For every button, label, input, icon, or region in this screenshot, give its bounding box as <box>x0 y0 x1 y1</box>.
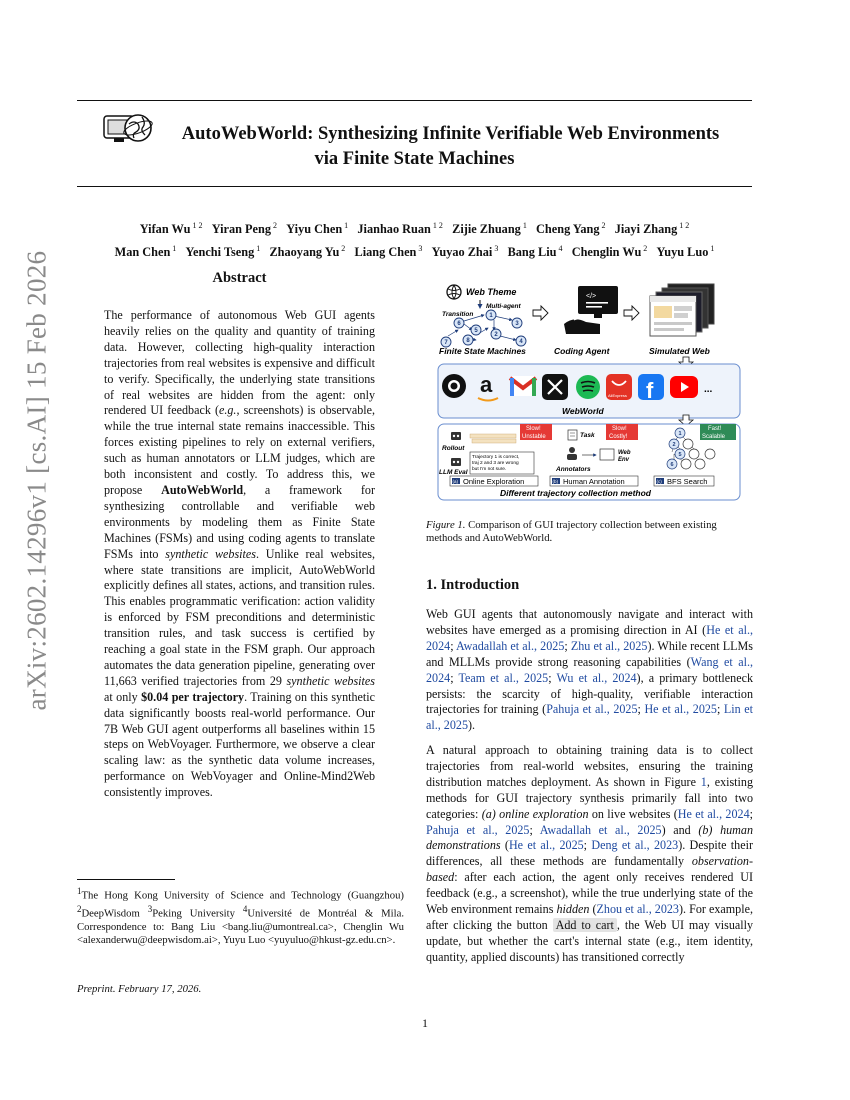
author-affiliation: 1 <box>520 221 527 230</box>
text-run: ; <box>450 638 457 653</box>
fsm-node-label: 2 <box>494 332 498 338</box>
text-run: , existing methods for GUI trajectory synthesis primarily fall into two categories: <box>426 774 753 821</box>
text-run: hidden <box>556 902 590 917</box>
abstract-heading: Abstract <box>212 270 267 286</box>
citation-link[interactable]: Deng et al., 2023 <box>591 838 679 853</box>
facebook-icon <box>638 374 664 403</box>
citation-link[interactable]: He et al., 2024 <box>426 622 754 653</box>
text-run: $0.04 per trajectory <box>141 689 245 704</box>
author-affiliation: 4 <box>556 244 563 254</box>
fig-tag-c: (c) <box>656 479 662 484</box>
author-line-2 <box>77 239 752 262</box>
text-run: A natural approach to obtaining training data is to collect trajectories from real-world websites, ensuring the training distribution matches deployment. As shown in Figure <box>426 743 753 789</box>
fsm-node-label: 6 <box>457 321 461 327</box>
github-icon <box>442 374 466 398</box>
text-run: ( <box>589 902 597 917</box>
fig-scalable: Scalable <box>702 434 726 440</box>
author-affiliation: 1 <box>254 244 261 254</box>
citation-link[interactable]: Wu et al., 2024 <box>556 670 637 685</box>
citation-link[interactable]: Awadallah et al., 2025 <box>456 638 565 653</box>
section-heading-introduction: 1. Introduction <box>426 577 520 593</box>
tree-node-label: 1 <box>678 431 682 437</box>
affiliation-footnote: $^1$The Hong Kong University of Science and Technology (Guangzhou) $^2$DeepWisdom $^3$Peking University $^4$Université de Montréal & Mila. Correspondence to: Bang Liu <bang.liu@umontreal.ca>, Chenglin Wu <alexanderwu@deepwisdom.ai>, Yuyu Luo <yuyuluo@hkust-gz.edu.cn>. <box>77 886 405 947</box>
fig-simulated-web: Simulated Web <box>649 346 710 356</box>
text-run: ; <box>548 670 557 685</box>
fig-transition: Transition <box>442 311 474 318</box>
fig-coding-agent: Coding Agent <box>554 346 610 356</box>
citation-link[interactable]: Team et al., 2025 <box>458 670 549 685</box>
fig-fast: Fast! <box>708 426 722 432</box>
text-run: , the Web UI may visually update, but whether the cart's internal state (e.g., item identity, quantity, applied discounts) has transitioned correctly <box>426 917 754 964</box>
author-affiliation: 1 2 <box>430 221 443 230</box>
author-name: Zijie Zhuang <box>452 222 521 237</box>
tree-node-label: 2 <box>672 442 676 448</box>
simulated-web-icon <box>650 284 714 336</box>
author-name: Yuyao Zhai <box>431 245 493 260</box>
text-run: ). For example, after clicking the button <box>426 902 753 932</box>
coding-agent-icon <box>564 286 618 334</box>
citation-link[interactable]: Zhu et al., 2025 <box>570 638 648 653</box>
citation-link[interactable]: Lin et al., 2025 <box>426 702 753 733</box>
citation-link[interactable]: Wang et al., 2024 <box>426 654 753 685</box>
fig-webworld: WebWorld <box>562 406 604 416</box>
fig-slow-1: Slow! <box>526 426 541 432</box>
fig-bfs-search: BFS Search <box>667 477 708 486</box>
text-run: ). While recent LLMs and MLLMs provide strong reasoning capabilities ( <box>426 638 753 669</box>
author-affiliation: 3 <box>416 244 423 254</box>
tree-node-label: 6 <box>670 462 674 468</box>
svg-text:a: a <box>480 372 493 397</box>
author-affiliation: 1 <box>170 244 177 254</box>
fig-eval-text-1: Trajectory 1 is correct, <box>472 455 520 460</box>
fig-slow-2: Slow! <box>612 426 627 432</box>
text-run: ). <box>468 718 476 733</box>
fig-tag-b: (b) <box>552 479 558 484</box>
fig-web-env-1: Web <box>618 450 631 456</box>
text-run: . Training on this synthetic data significantly boosts real-world performance. Our 7B Web GUI agent outperforms all baselines within 15 steps on WebVoyager. Furthermore, we observe a clear scaling law: as the synthetic data volume increases, performance on WebVoyager and Online-Mind2Web consistently improves. <box>104 689 375 800</box>
fig-web-env-2: Env <box>618 457 630 463</box>
citation-link[interactable]: 1 <box>700 774 707 789</box>
author-name: Jiayi Zhang <box>614 222 678 237</box>
author-name: Bang Liu <box>507 245 557 260</box>
author-line-1 <box>77 216 752 239</box>
fsm-node-label: 5 <box>474 328 478 334</box>
text-run: Web GUI agents that autonomously navigate and interact with websites have emerged as a promising direction in AI ( <box>426 607 753 637</box>
task-icon <box>568 430 577 440</box>
author-affiliation: 2 <box>271 221 278 230</box>
gmail-icon <box>510 376 536 396</box>
fsm-node-label: 8 <box>466 338 470 344</box>
text-run: ; <box>583 838 592 853</box>
fig-unstable: Unstable <box>522 434 546 440</box>
text-run: ; <box>716 702 724 717</box>
author-name: Cheng Yang <box>536 222 600 237</box>
arxiv-identifier[interactable]: arXiv:2602.14296v1 [cs.AI] 15 Feb 2026 <box>21 250 52 711</box>
fig-eval-text-3: but I'm not sure. <box>472 467 507 472</box>
author-name: Man Chen <box>114 245 171 260</box>
youtube-icon <box>670 376 698 398</box>
author-affiliation: 1 <box>708 244 715 254</box>
intro-paragraph-1 <box>426 607 753 734</box>
text-run: synthetic websites <box>165 546 256 561</box>
fig-llm-eval: LLM Eval <box>439 469 468 476</box>
text-run: (a) online exploration <box>481 806 589 821</box>
fig-costly: Costly! <box>609 434 628 440</box>
author-affiliation: 2 <box>339 244 346 254</box>
citation-link[interactable]: Pahuja et al., 2025 <box>426 822 530 837</box>
text-run: ; <box>749 806 753 821</box>
citation-link[interactable]: Zhou et al., 2023 <box>596 902 679 917</box>
text-run: at only <box>104 689 142 704</box>
web-theme-icon <box>447 285 461 299</box>
fsm-node-label: 4 <box>519 339 523 345</box>
spotify-icon <box>576 375 600 399</box>
text-run: ; <box>450 670 459 685</box>
author-name: Yiran Peng <box>211 222 272 237</box>
title-line-2: via Finite State Machines <box>314 149 515 169</box>
svg-text:</>: </> <box>586 293 597 300</box>
citation-link[interactable]: He et al., 2025 <box>508 838 584 853</box>
author-list <box>77 216 752 262</box>
citation-link[interactable]: Pahuja et al., 2025 <box>546 702 638 717</box>
text-run: on live websites ( <box>588 806 678 821</box>
fig-fsm-label: Finite State Machines <box>439 346 526 356</box>
footnote-rule <box>77 879 175 880</box>
author-name: Yifan Wu <box>139 222 191 237</box>
text-run: The performance of autonomous Web GUI agents heavily relies on the quality and quantity of training data. However, collecting high-quality interaction trajectories from real websites is expensive and difficult to verify. Specifically, the underlying state transitions of real websites are hidden from the agent: only rendered UI feedback ( <box>104 308 375 418</box>
text-run: . Unlike real websites, where state transitions are implicit, AutoWebWorld explicitly defines all states, actions, and transition rules. This enables programmatic verification: action validity is enforced by FSM preconditions and deterministic transition rules, and task success is certified by reaching a goal state in the FSM graph. Our approach automates the data generation pipeline, generating over 11,663 verified trajectories from 29 <box>104 546 375 688</box>
fsm-node-label: 7 <box>444 340 448 346</box>
fig-multi-agent: Multi-agent <box>486 303 521 310</box>
author-affiliation: 1 <box>342 221 349 230</box>
fig-online-exploration: Online Exploration <box>463 477 525 486</box>
text-run: synthetic websites <box>286 673 375 688</box>
fig-annotators: Annotators <box>556 466 591 473</box>
x-icon <box>542 374 568 400</box>
fig-ellipsis: ... <box>704 384 713 395</box>
text-run: ; <box>529 822 540 837</box>
intro-paragraph-2 <box>426 743 753 966</box>
author-affiliation: 3 <box>492 244 499 254</box>
page-number: 1 <box>422 1016 428 1030</box>
figure-1 <box>436 278 752 501</box>
author-name: Yenchi Tseng <box>185 245 255 260</box>
robot-icon <box>451 458 461 466</box>
text-run: , a framework for synthesizing controllable and verifiable web environments by modeling them as Finite State Machines (FSMs) and using coding agents to translate FSMs into <box>104 482 376 561</box>
author-affiliation: 1 2 <box>190 221 203 230</box>
text-run: : after each action, the agent only receives rendered UI feedback (e.g., a screenshot), while the true underlying state of the Web environment remains <box>426 870 753 917</box>
ui-button-mention: Add to cart <box>553 918 617 932</box>
fig-eval-text-2: traj 2 and 3 are wrong <box>472 461 519 466</box>
text-run: screenshots) is observable, while the true internal state remains inaccessible. This forces existing pipelines to rely on external verifiers, such as human annotators or LLM judges, which are both inconsistent and costly. To address this, we propose <box>104 403 375 497</box>
text-run: ; <box>564 638 571 653</box>
author-affiliation: 1 2 <box>677 221 690 230</box>
fig-web-theme: Web Theme <box>466 287 517 297</box>
text-run: ; <box>637 702 645 717</box>
author-name: Liang Chen <box>354 245 417 260</box>
author-name: Zhaoyang Yu <box>269 245 340 260</box>
author-name: Yuyu Luo <box>656 245 709 260</box>
fig-bottom-label: Different trajectory collection method <box>500 488 651 498</box>
svg-text:AliExpress: AliExpress <box>608 393 627 398</box>
web-env-icon <box>600 449 614 460</box>
fig-rollout: Rollout <box>442 445 465 452</box>
author-affiliation: 2 <box>641 244 648 254</box>
text-run: ( <box>500 838 509 853</box>
author-affiliation: 2 <box>599 221 606 230</box>
tree-node-label: 5 <box>678 452 682 458</box>
fsm-node-label: 3 <box>515 321 519 327</box>
title-bottom-rule <box>77 186 752 187</box>
abstract-body <box>104 308 375 801</box>
robot-icon <box>451 432 461 440</box>
fig-human-annotation: Human Annotation <box>563 477 625 486</box>
svg-text:f: f <box>646 378 654 403</box>
text-run: ). Despite their differences, all these methods are fundamentally <box>426 838 753 869</box>
preprint-date: Preprint. February 17, 2026. <box>77 983 202 995</box>
author-name: Yiyu Chen <box>286 222 343 237</box>
title-top-rule <box>77 100 752 101</box>
paper-title <box>77 122 752 172</box>
fsm-node-label: 1 <box>489 313 493 319</box>
fig-tag-a: (a) <box>452 479 458 484</box>
aliexpress-icon <box>606 374 632 400</box>
figure-caption <box>426 519 753 546</box>
fig-task: Task <box>580 432 595 439</box>
text-run: AutoWebWorld <box>161 482 244 497</box>
citation-link[interactable]: He et al., 2024 <box>677 806 750 821</box>
text-run: e.g., <box>218 403 240 418</box>
citation-link[interactable]: Awadallah et al., 2025 <box>539 822 662 837</box>
author-name: Chenglin Wu <box>571 245 642 260</box>
caption-text: Comparison of GUI trajectory collection between existing methods and AutoWebWorld. <box>426 519 717 545</box>
citation-link[interactable]: He et al., 2025 <box>644 702 717 717</box>
title-line-1: AutoWebWorld: Synthesizing Infinite Verifiable Web Environments <box>181 124 720 144</box>
text-run: ), a primary bottleneck persists: the scarcity of high-quality, verifiable interaction trajectories for training ( <box>426 670 753 717</box>
text-run: observation-based <box>426 854 753 885</box>
text-run: (b) human demonstrations <box>426 822 753 853</box>
caption-label: Figure 1. <box>426 519 466 531</box>
author-name: Jianhao Ruan <box>357 222 431 237</box>
text-run: ) and <box>661 822 699 837</box>
